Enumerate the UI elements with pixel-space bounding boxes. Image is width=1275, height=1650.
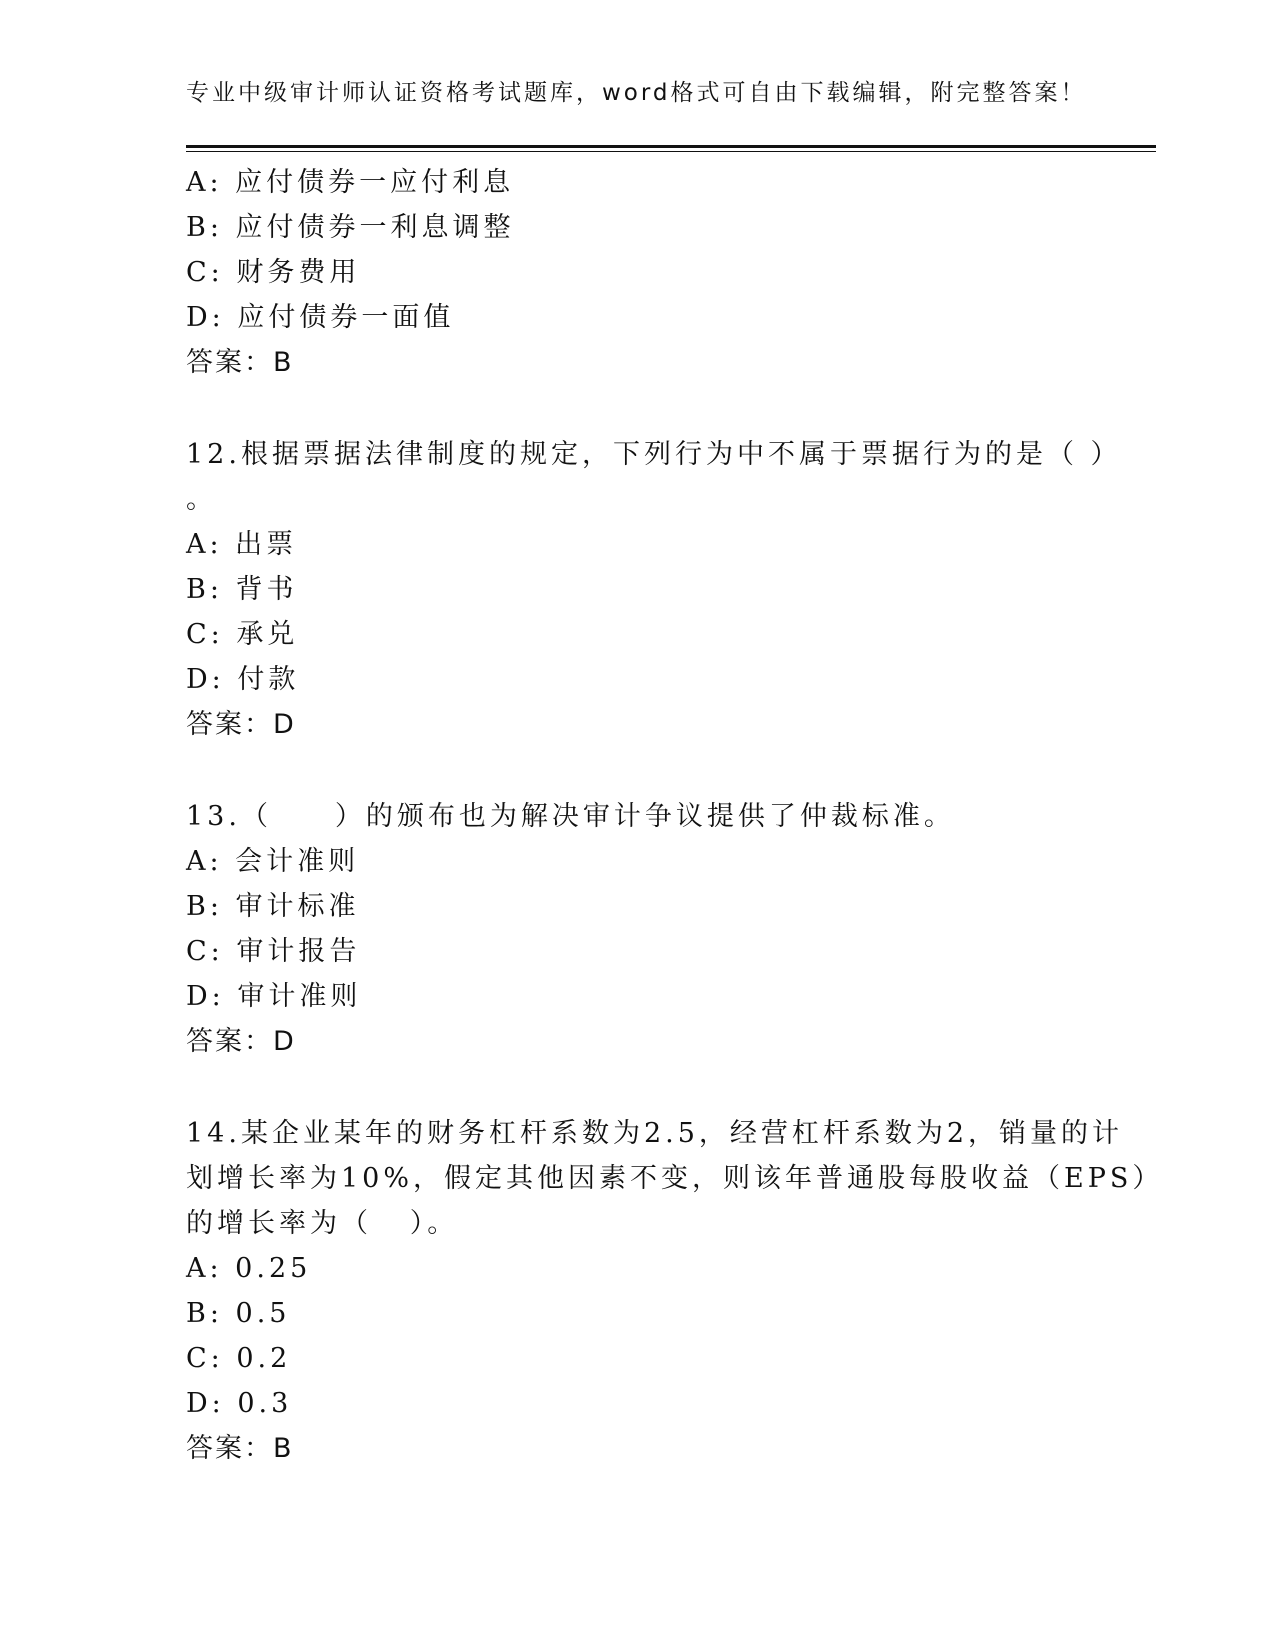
option-a: A: 0.25	[186, 1253, 312, 1284]
option-b: B: 0.5	[186, 1298, 291, 1329]
page-header: 专业中级审计师认证资格考试题库，word格式可自由下载编辑，附完整答案！	[186, 80, 1087, 106]
answer-line: 答案：D	[186, 1026, 296, 1057]
question-block-12	[186, 432, 1122, 747]
answer-line: 答案：B	[186, 1433, 294, 1464]
option-d: D: 审计准则	[186, 981, 362, 1012]
question-stem: 13.（ ）的颁布也为解决审计争议提供了仲裁标准。	[186, 801, 955, 832]
option-d: D: 付款	[186, 664, 300, 695]
header-rule-thin	[186, 151, 1156, 152]
header-rule-thick	[186, 145, 1156, 148]
option-b: B: 背书	[186, 574, 298, 605]
option-c: C: 0.2	[186, 1343, 292, 1374]
question-stem-continued: 划增长率为10%，假定其他因素不变，则该年普通股每股收益（EPS）	[186, 1163, 1164, 1194]
question-stem-continued: 的增长率为（ ）。	[186, 1208, 459, 1239]
question-block-11	[186, 160, 1066, 385]
question-stem: 12.根据票据法律制度的规定，下列行为中不属于票据行为的是（ ）	[186, 439, 1122, 470]
question-stem-continued: 。	[186, 484, 217, 515]
question-stem: 14.某企业某年的财务杠杆系数为2.5，经营杠杆系数为2，销量的计	[186, 1118, 1124, 1149]
option-d: D: 应付债券一面值	[186, 302, 455, 333]
question-block-13	[186, 794, 1066, 1064]
option-a: A: 出票	[186, 529, 298, 560]
option-a: A: 应付债券一应付利息	[186, 167, 515, 198]
option-d: D: 0.3	[186, 1388, 293, 1419]
option-b: B: 审计标准	[186, 891, 360, 922]
question-list	[186, 160, 1164, 1471]
option-c: C: 承兑	[186, 619, 299, 650]
answer-line: 答案：B	[186, 347, 294, 378]
answer-line: 答案：D	[186, 709, 296, 740]
question-block-14	[186, 1111, 1164, 1471]
option-c: C: 审计报告	[186, 936, 361, 967]
option-b: B: 应付债券一利息调整	[186, 212, 515, 243]
option-a: A: 会计准则	[186, 846, 360, 877]
option-c: C: 财务费用	[186, 257, 361, 288]
